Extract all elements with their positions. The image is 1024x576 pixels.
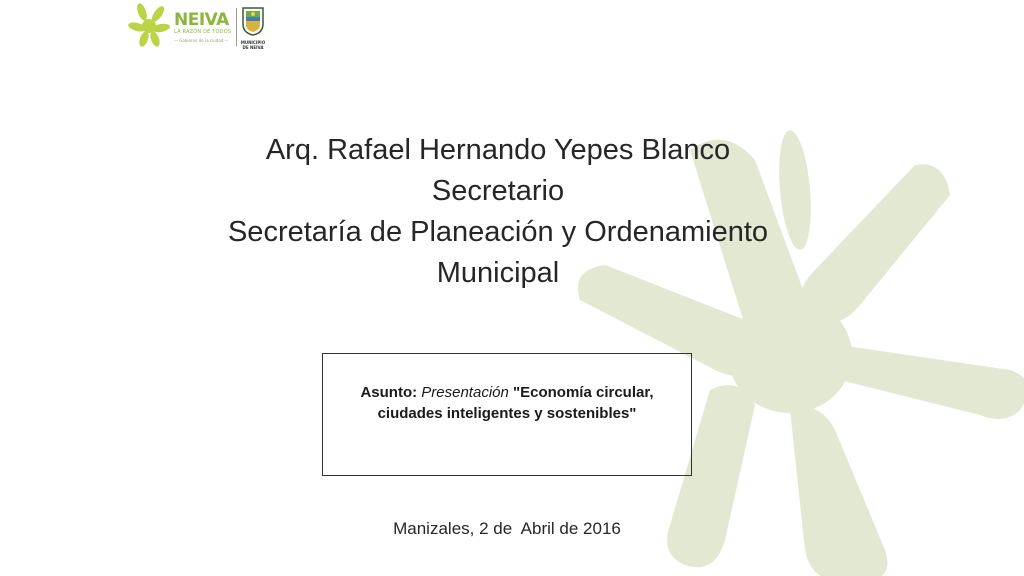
place-date: Manizales, 2 de Abril de 2016 bbox=[393, 519, 621, 538]
neiva-flower-icon bbox=[128, 2, 170, 48]
subject-box bbox=[322, 353, 692, 476]
logo-wordmark: NEIVA bbox=[174, 10, 229, 30]
department-name-line2: Municipal bbox=[436, 257, 560, 289]
neiva-logo bbox=[128, 2, 278, 52]
crest-label: MUNICIPIO DE NEIVA bbox=[240, 40, 266, 50]
subject-type: Presentación bbox=[421, 384, 509, 401]
logo-tagline: LA RAZÓN DE TODOS bbox=[174, 29, 232, 35]
logo-tagline-small: — Gobierno de la ciudad — bbox=[174, 38, 229, 43]
subject-topic-line2: ciudades inteligentes y sostenibles" bbox=[377, 405, 637, 422]
subject-text bbox=[323, 382, 691, 424]
municipal-crest-icon bbox=[241, 6, 265, 36]
presenter-title-block bbox=[180, 130, 816, 294]
presenter-name: Arq. Rafael Hernando Yepes Blanco bbox=[265, 134, 731, 166]
presenter-role: Secretario bbox=[431, 175, 565, 207]
subject-topic-line1: "Economía circular, bbox=[513, 384, 654, 401]
department-name-line1: Secretaría de Planeación y Ordenamiento bbox=[227, 216, 769, 248]
subject-label: Asunto: bbox=[360, 384, 418, 401]
